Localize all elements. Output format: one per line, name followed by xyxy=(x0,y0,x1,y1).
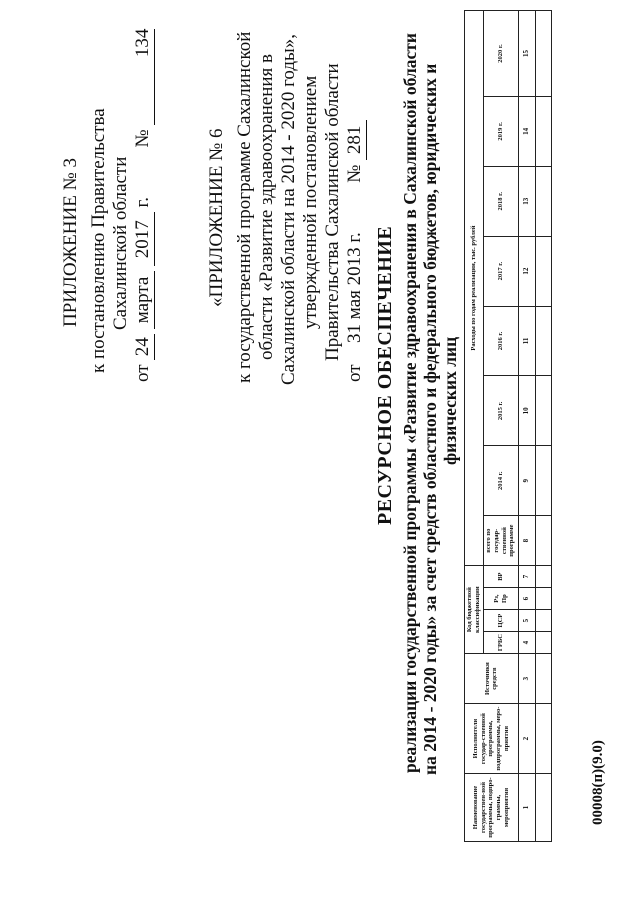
header-csr: ЦСР xyxy=(483,610,518,632)
header-year-2014: 2014 г. xyxy=(483,446,518,516)
appendix3-month: марта xyxy=(132,271,155,329)
column-number: 9 xyxy=(518,446,535,516)
header-year-2015: 2015 г. xyxy=(483,376,518,446)
appendix6-line1: к государственной программе Сахалинской xyxy=(234,31,255,383)
appendix3-line2: Сахалинской области xyxy=(110,156,131,330)
column-number: 11 xyxy=(518,306,535,376)
column-number: 5 xyxy=(518,610,535,632)
column-numbers-row xyxy=(518,11,535,842)
column-number: 2 xyxy=(518,704,535,774)
appendix3-date-line xyxy=(132,29,155,382)
appendix6-title: «ПРИЛОЖЕНИЕ № 6 xyxy=(206,128,227,307)
document-code: 00008(п)(9.0) xyxy=(590,740,606,825)
document-subtitle-line3: физических лиц xyxy=(440,336,460,465)
appendix3-line1: к постановлению Правительства xyxy=(88,108,109,373)
column-number: 1 xyxy=(518,774,535,842)
appendix6-number: 281 xyxy=(344,120,367,160)
column-number: 15 xyxy=(518,11,535,97)
column-number: 6 xyxy=(518,588,535,610)
appendix3-from: от xyxy=(132,364,153,382)
appendix6-no-label: № xyxy=(344,164,365,183)
column-number: 7 xyxy=(518,566,535,588)
appendix3-year: 2017 xyxy=(132,212,155,266)
header-sources: Источники средств xyxy=(465,654,519,704)
column-number: 4 xyxy=(518,632,535,654)
header-grbs: ГРБС xyxy=(483,632,518,654)
header-rzpr: Рз, Пр xyxy=(483,588,518,610)
header-year-2019: 2019 г. xyxy=(483,96,518,166)
header-name: Наименование государствен-ной программы, подпро-граммы, мероприятия xyxy=(465,774,519,842)
column-number: 13 xyxy=(518,166,535,236)
header-year-2016: 2016 г. xyxy=(483,306,518,376)
appendix6-date-line xyxy=(344,120,367,382)
header-year-2018: 2018 г. xyxy=(483,166,518,236)
appendix6-line5: Правительства Сахалинской области xyxy=(322,63,343,361)
header-year-2020: 2020 г. xyxy=(483,11,518,97)
table-header-row-1 xyxy=(465,11,484,842)
appendix6-date: 31 мая 2013 г. xyxy=(344,232,365,343)
appendix3-year-suffix: г. xyxy=(132,197,153,208)
document-title: РЕСУРСНОЕ ОБЕСПЕЧЕНИЕ xyxy=(374,225,396,525)
appendix3-number: 134 xyxy=(132,29,155,125)
header-year-2017: 2017 г. xyxy=(483,236,518,306)
column-number: 3 xyxy=(518,654,535,704)
column-number: 14 xyxy=(518,96,535,166)
column-number: 8 xyxy=(518,516,535,566)
table-row-empty xyxy=(535,11,551,842)
appendix3-title: ПРИЛОЖЕНИЕ № 3 xyxy=(60,158,81,327)
header-expenses: Расходы по годам реализации, тыс. рублей xyxy=(465,11,484,566)
resource-table xyxy=(464,10,552,842)
appendix6-line4: утвержденной постановлением xyxy=(300,75,321,329)
header-executors: Исполнители государ-ственной программы, подпрограммы, меро-приятия xyxy=(465,704,519,774)
appendix6-from: от xyxy=(344,364,365,382)
appendix6-line2: области «Развитие здравоохранения в xyxy=(256,53,277,360)
header-total: всего по государ-ственной программе xyxy=(483,516,518,566)
document-subtitle-line1: реализации государственной программы «Развитие здравоохранения в Сахалинской области xyxy=(400,33,420,773)
header-budget-code: Код бюджетной классификации xyxy=(465,566,484,654)
appendix3-day: 24 xyxy=(132,334,155,360)
appendix6-line3: Сахалинской области на 2014 - 2020 годы», xyxy=(278,33,299,385)
column-number: 10 xyxy=(518,376,535,446)
appendix3-no-label: № xyxy=(132,129,153,148)
document-subtitle-line2: на 2014 - 2020 годы» за счет средств областного и федерального бюджетов, юридических и xyxy=(420,63,440,775)
column-number: 12 xyxy=(518,236,535,306)
header-vr: ВР xyxy=(483,566,518,588)
